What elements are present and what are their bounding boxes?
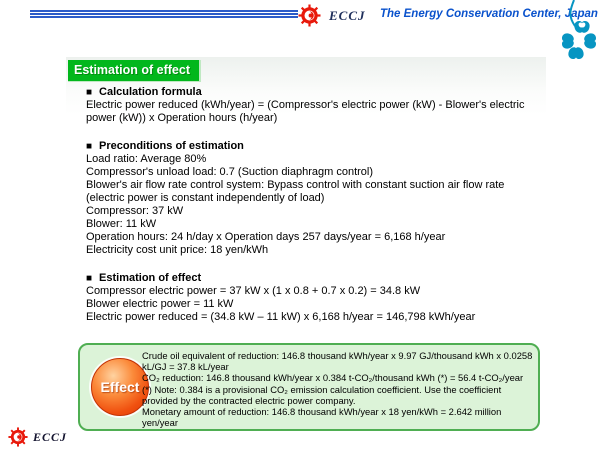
body-line: Compressor's unload load: 0.7 (Suction diaphragm control) <box>86 166 374 178</box>
header-org-name: The Energy Conservation Center, Japan <box>380 8 598 20</box>
section-calculation-formula <box>86 86 526 125</box>
clover-icon <box>548 0 598 65</box>
effect-line: Crude oil equivalent of reduction: 146.8 thousand kWh/year x 9.97 GJ/thousand kWh x 0.0258 kL/GJ = 37.8 kL/year <box>142 350 533 373</box>
body-line: Operation hours: 24 h/day x Operation days 257 days/year = 6,168 h/year <box>86 231 446 243</box>
effect-line: Monetary amount of reduction: 146.8 thousand kWh/year x 18 yen/kWh = 2.642 million yen/year <box>142 406 502 429</box>
effect-text <box>142 350 536 428</box>
body-line: Blower electric power = 11 kW <box>86 298 234 310</box>
section-heading-text: Calculation formula <box>99 86 202 98</box>
slide-body <box>86 86 526 324</box>
body-line: Compressor electric power = 37 kW x (1 x 0.8 + 0.7 x 0.2) = 34.8 kW <box>86 285 421 297</box>
section-heading-text: Estimation of effect <box>99 272 202 284</box>
eccj-sun-icon <box>298 4 321 32</box>
section-heading-text: Preconditions of estimation <box>99 140 244 152</box>
slide-title-badge: Estimation of effect <box>68 60 201 82</box>
square-bullet-icon: ■ <box>86 87 93 98</box>
body-line: Blower: 11 kW <box>86 218 157 230</box>
footer-eccj-label: ECCJ <box>33 430 68 444</box>
section-heading <box>86 140 526 153</box>
effect-summary-box <box>78 343 540 431</box>
effect-badge <box>91 358 149 416</box>
effect-badge-label: Effect <box>100 379 140 395</box>
section-estimation-of-effect <box>86 272 526 324</box>
body-line: Electric power reduced = (34.8 kW – 11 kW) x 6,168 h/year = 146,798 kWh/year <box>86 311 476 323</box>
square-bullet-icon: ■ <box>86 273 93 284</box>
header-eccj-label: ECCJ <box>329 8 366 23</box>
header-rule-lines <box>30 10 298 19</box>
body-line: Compressor: 37 kW <box>86 205 184 217</box>
eccj-sun-icon-footer <box>8 427 28 450</box>
body-line: Load ratio: Average 80% <box>86 153 207 165</box>
effect-line: (*) Note: 0.384 is a provisional CO₂ emission calculation coefficient. Use the coefficient provided by the contracted electric power company. <box>142 383 502 406</box>
body-line: Electric power reduced (kWh/year) = (Compressor's electric power (kW) - Blower's electric power (kW)) x Operation hours (h/year) <box>86 99 525 124</box>
body-line: Blower's air flow rate control system: Bypass control with constant suction air flow rate (electric power is constant independently of load) <box>86 179 505 204</box>
section-heading <box>86 272 526 285</box>
body-line: Electricity cost unit price: 18 yen/kWh <box>86 244 269 256</box>
section-preconditions <box>86 140 526 257</box>
section-heading <box>86 86 526 99</box>
effect-line: CO₂ reduction: 146.8 thousand kWh/year x 0.384 t-CO₂/thousand kWh (*) = 56.4 t-CO₂/year <box>142 372 524 384</box>
square-bullet-icon: ■ <box>86 141 93 152</box>
